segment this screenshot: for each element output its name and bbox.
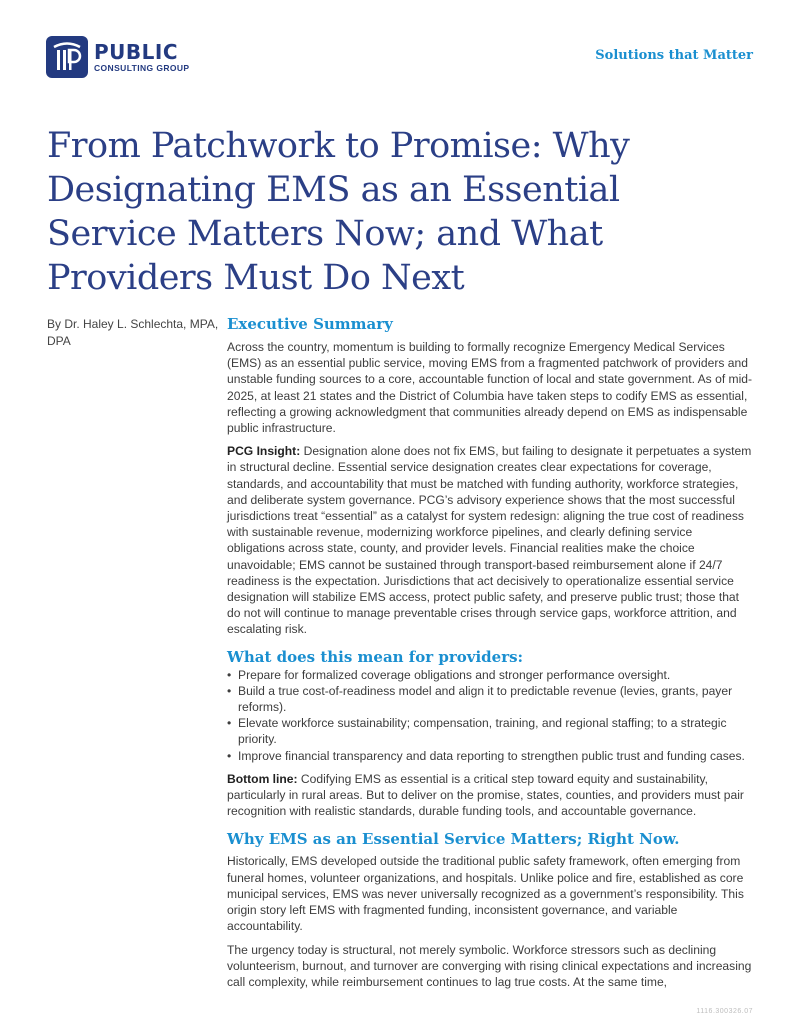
author-byline: By Dr. Haley L. Schlechta, MPA, DPA [47, 317, 219, 348]
bottom-line-paragraph [227, 771, 753, 820]
pcg-logo [46, 36, 190, 78]
pcg-insight-text: Designation alone does not fix EMS, but failing to designate it perpetuates a system in structural decline. Essential service designation creates clear expectations for coverage, standards, and accountability that must be matched with funding authority, workforce strategies, and deliberate system governance. PCG’s advisory experience shows that the most successful jurisdictions treat “essential” as a catalyst for system redesign: aligning the true cost of readiness with sustainable revenue, modernizing workforce pipelines, and clearly defining service obligations across state, county, and provider levels. Financial realities make the choice unavoidable; EMS cannot be sustained through transport-based reimbursement alone if 24/7 readiness is the expectation. Jurisdictions that act decisively to operationalize essential service designation will stabilize EMS access, protect public safety, and preserve public trust; those that do not will continue to manage preventable crises through service gaps, workforce attrition, and escalating risk. [227, 444, 752, 637]
document-number: 1116.300326.07 [696, 1008, 753, 1015]
pcg-insight-label: PCG Insight: [227, 444, 301, 459]
logo-sub-text: CONSULTING GROUP [94, 62, 190, 73]
list-item: • Improve financial transparency and data reporting to strengthen public trust and funding cases. [227, 748, 753, 764]
providers-list [227, 667, 753, 764]
executive-summary-heading: Executive Summary [227, 315, 393, 333]
list-item: • Build a true cost-of-readiness model and align it to predictable revenue (levies, grants, payer reforms). [227, 683, 753, 715]
why-ems-paragraph-1: Historically, EMS developed outside the traditional public safety framework, often emerging from funeral homes, volunteer organizations, and hospitals. Unlike police and fire, established as core municipal services, EMS was never universally recognized as a government’s responsibility. This origin story left EMS with fragmented funding, inconsistent governance, and variable accountability. [227, 854, 744, 934]
bottom-line-text: Codifying EMS as essential is a critical step toward equity and sustainability, particularly in rural areas. But to deliver on the promise, states, counties, and providers must pair recognition with realistic standards, durable funding tools, and accountable governance. [227, 771, 744, 819]
pcg-column-logo-icon [46, 36, 88, 78]
executive-summary-paragraph: Across the country, momentum is building to formally recognize Emergency Medical Services (EMS) as an essential public service, moving EMS from a fragmented patchwork of providers and unstable funding sources to a core, accountable function of local and state government. As of mid-2025, at least 21 states and the District of Columbia have taken steps to codify EMS as essential, reflecting a growing acknowledgment that communities already depend on EMS as indispensable public infrastructure. [227, 340, 753, 436]
providers-heading: What does this mean for providers: [227, 647, 524, 666]
logo-main-text: PUBLIC [94, 39, 179, 64]
document-title: From Patchwork to Promise: Why Designating EMS as an Essential Service Matters Now; and What Providers Must Do Next [47, 126, 630, 298]
pcg-insight-paragraph [227, 443, 753, 637]
bottom-line-label: Bottom line: [227, 771, 298, 786]
why-ems-paragraph-2: The urgency today is structural, not merely symbolic. Workforce stressors such as declining volunteerism, burnout, and turnover are converging with rising clinical expectations and increasing call complexity, while reimbursement continues to lag true costs. At the same time, [227, 942, 752, 989]
list-item: • Prepare for formalized coverage obligations and stronger performance oversight. [227, 667, 753, 683]
list-item: • Elevate workforce sustainability; compensation, training, and regional staffing; to a strategic priority. [227, 715, 753, 747]
tagline: Solutions that Matter [595, 48, 753, 63]
main-content [227, 314, 753, 990]
why-ems-heading: Why EMS as an Essential Service Matters; Right Now. [227, 830, 680, 849]
